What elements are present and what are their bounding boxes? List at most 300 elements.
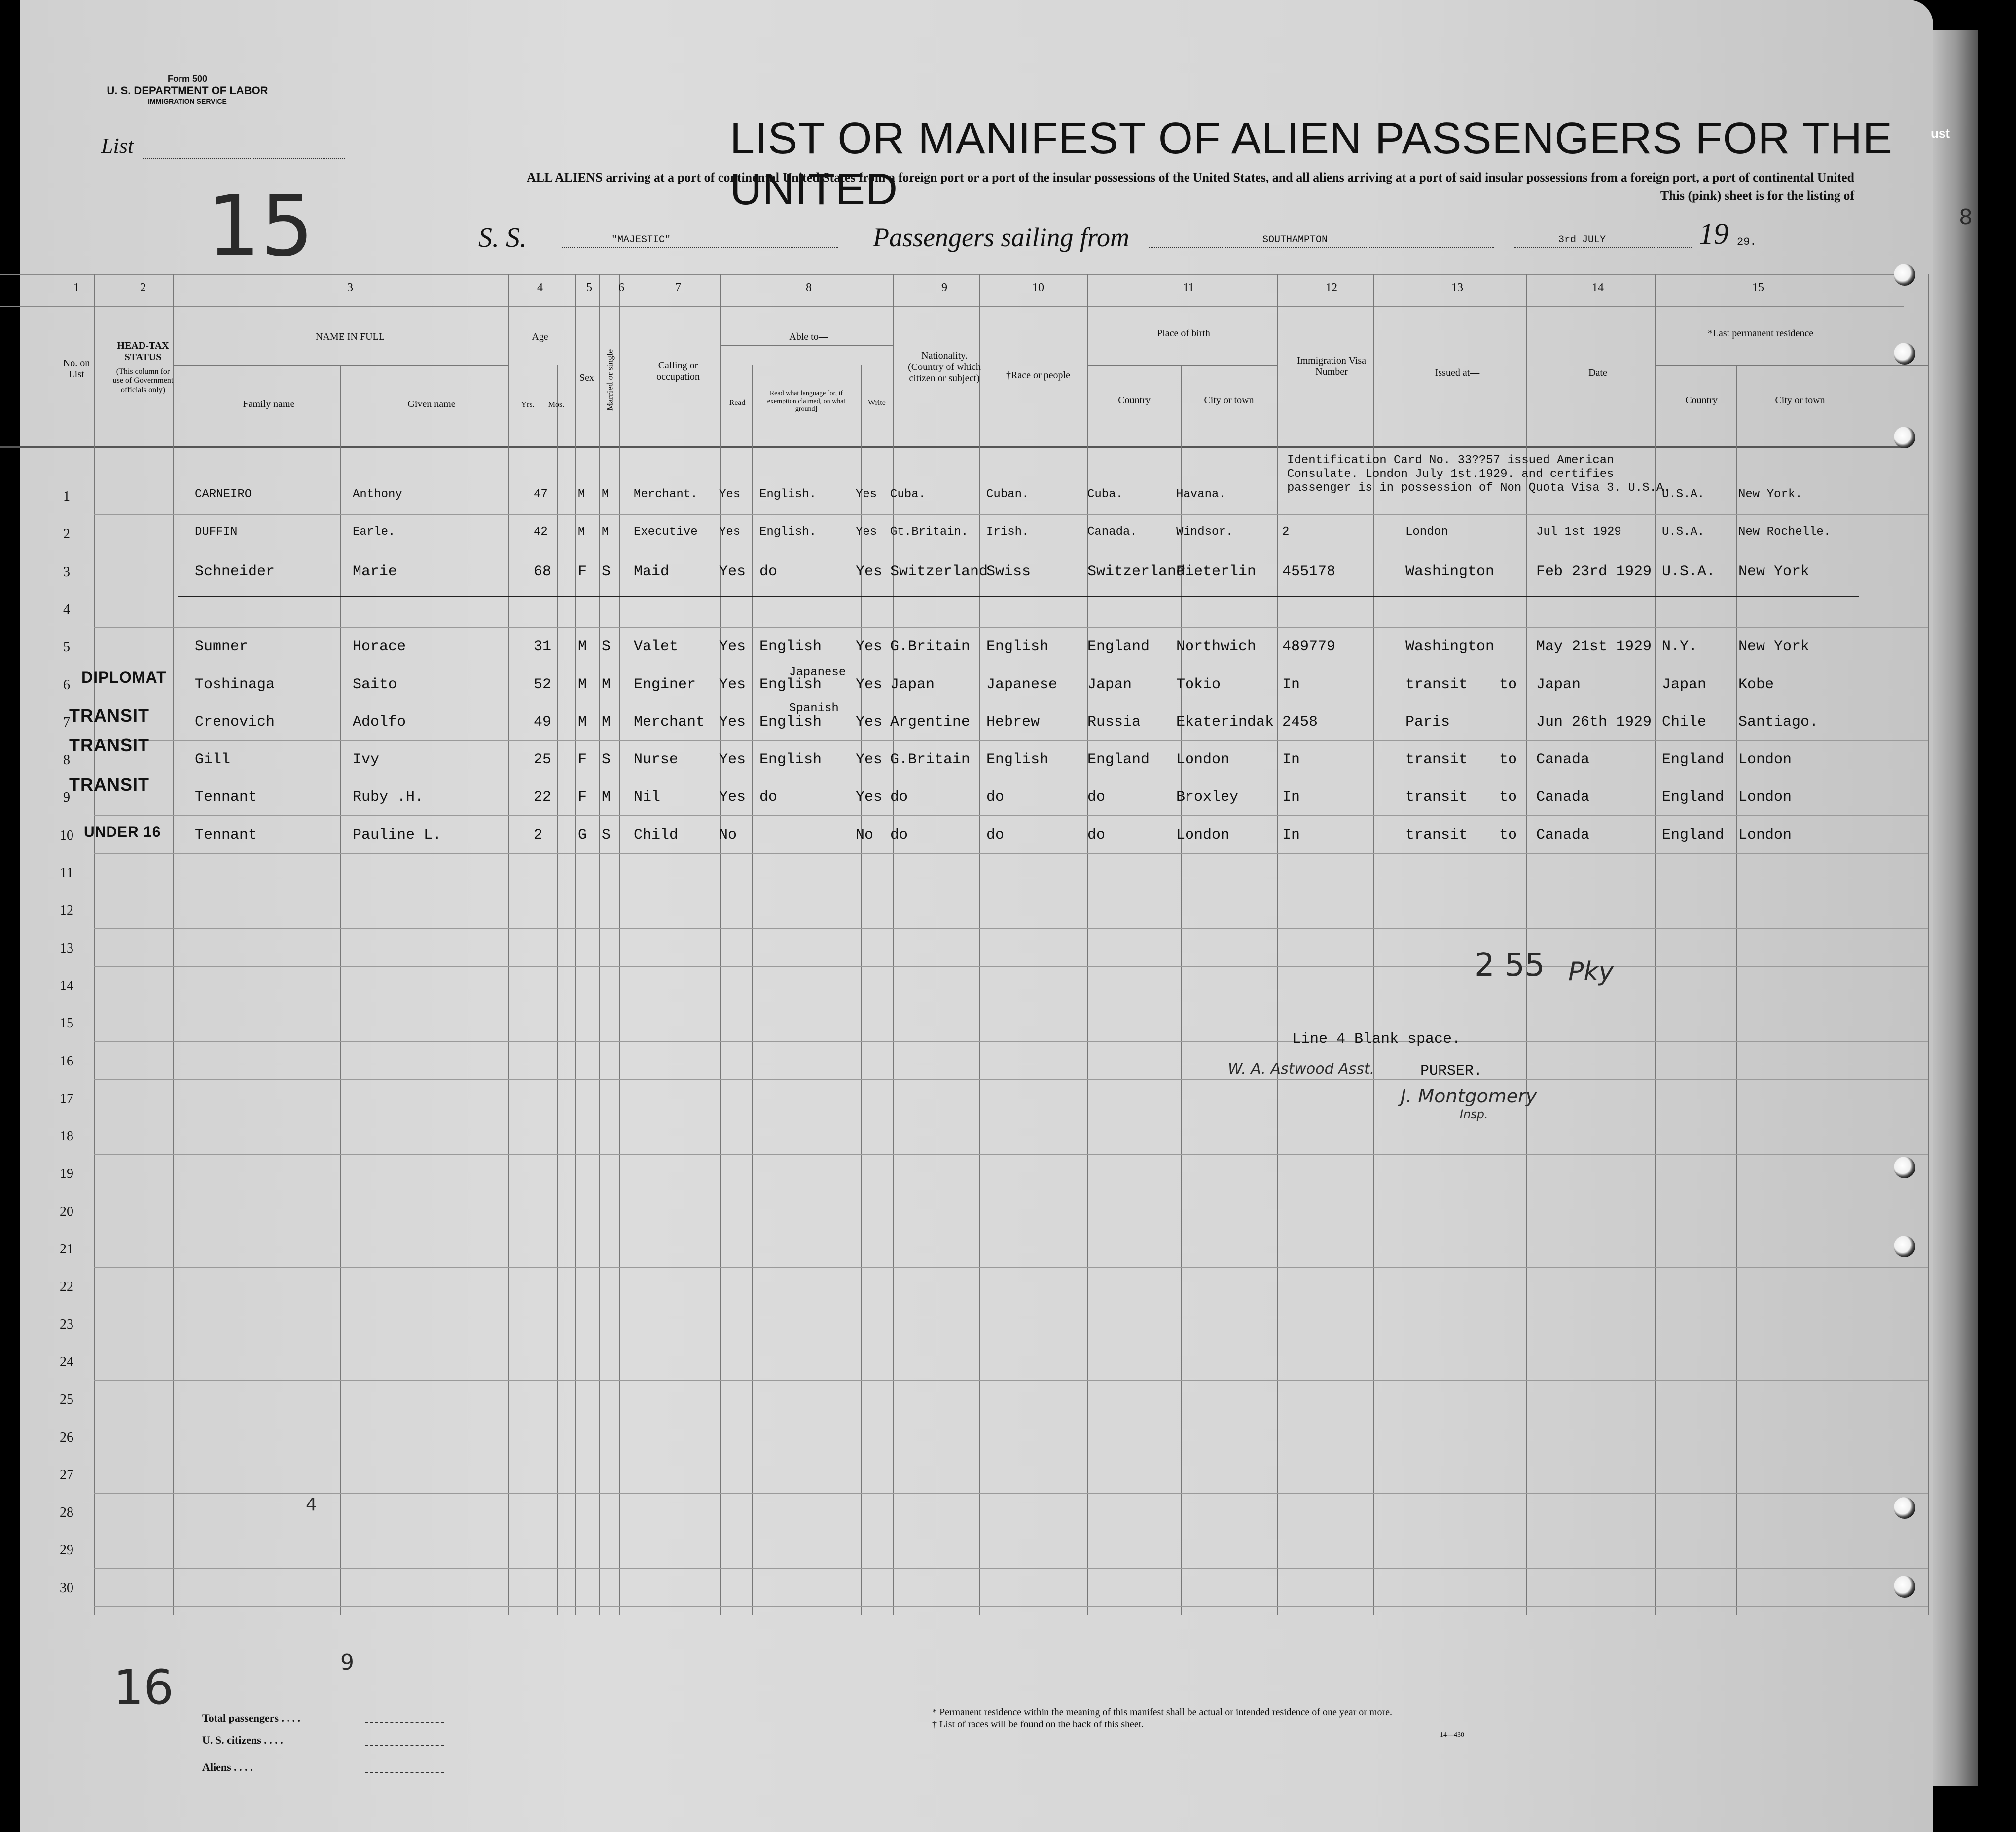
stamp-transit: TRANSIT xyxy=(69,705,149,726)
passenger-res-city: New York xyxy=(1738,563,1810,580)
page-title: LIST OR MANIFEST OF ALIEN PASSENGERS FOR THE UNITED xyxy=(730,114,1893,214)
passenger-birth-country: Cuba. xyxy=(1087,488,1123,501)
col-number: 7 xyxy=(675,281,681,294)
total-passengers-line xyxy=(365,1722,444,1723)
passenger-issued-at: transit xyxy=(1405,826,1468,843)
passenger-res-country: U.S.A. xyxy=(1662,563,1716,580)
aliens-line xyxy=(365,1772,444,1773)
punch-hole xyxy=(1894,1497,1915,1519)
passenger-visa: 2 xyxy=(1282,525,1290,539)
row-rule xyxy=(94,514,1928,515)
passenger-date: Jun 26th 1929 xyxy=(1536,713,1652,731)
passenger-birth-city: London xyxy=(1176,826,1230,843)
row-number: 20 xyxy=(60,1204,73,1219)
passenger-birth-city: Northwich xyxy=(1176,638,1257,656)
service-name: IMMIGRATION SERVICE xyxy=(148,97,227,105)
passenger-res-city: London xyxy=(1738,789,1792,806)
passenger-res-city: New York. xyxy=(1738,488,1802,501)
col-number: 3 xyxy=(347,281,353,294)
row-rule xyxy=(94,1606,1928,1607)
year-prefix: 19 xyxy=(1699,218,1728,250)
passenger-read: Yes xyxy=(719,563,746,580)
hdr-write: Write xyxy=(868,399,886,407)
hdr-date: Date xyxy=(1588,367,1607,378)
passenger-race: Japanese xyxy=(986,676,1058,693)
row1-note-line-2: Consulate. London July 1st.1929. and certifies xyxy=(1287,468,1614,481)
passenger-birth-country: Russia xyxy=(1087,713,1141,731)
passenger-language: do xyxy=(759,789,778,806)
col-number: 4 xyxy=(537,281,543,294)
page-number-mark: 8 xyxy=(1959,205,1973,230)
row-rule xyxy=(94,627,1928,628)
subtitle-line-2: This (pink) sheet is for the listing of xyxy=(1660,188,1854,203)
passenger-birth-country: do xyxy=(1087,826,1106,843)
row-rule xyxy=(94,1568,1928,1569)
passenger-sex: F xyxy=(578,789,587,806)
passenger-yrs: 25 xyxy=(534,751,552,769)
passenger-res-city: London xyxy=(1738,751,1792,769)
col-number: 11 xyxy=(1183,281,1194,294)
passenger-issued-at: transit xyxy=(1405,751,1468,769)
passenger-birth-city: Pieterlin xyxy=(1176,563,1257,580)
hdr-last-residence: *Last permanent residence xyxy=(1707,328,1814,339)
passenger-sex: M xyxy=(578,676,587,693)
passenger-read: Yes xyxy=(719,789,746,806)
subtitle-line-1: ALL ALIENS arriving at a port of continental United States from a foreign port or a port of the insular possessions of the United States, and all aliens arriving at a port of said insular possessions from a foreign port, a port of continental United xyxy=(526,170,1854,184)
row-number: 10 xyxy=(60,827,73,843)
stacked-page-edges xyxy=(1933,30,1978,1786)
passenger-nationality: Cuba. xyxy=(890,488,926,501)
purser-signature: W. A. Astwood Asst. xyxy=(1228,1061,1375,1078)
punch-hole xyxy=(1894,1236,1915,1257)
ship-line xyxy=(562,247,838,248)
passenger-sex: M xyxy=(578,525,585,539)
passenger-date: May 21st 1929 xyxy=(1536,638,1652,656)
hdr-family-name: Family name xyxy=(243,399,295,409)
row-number: 21 xyxy=(60,1242,73,1257)
year-suffix: 29. xyxy=(1737,236,1757,248)
handwritten-total: 16 xyxy=(113,1660,174,1715)
passenger-married: S xyxy=(602,638,611,656)
sailing-label: Passengers sailing from xyxy=(873,222,1130,252)
passenger-family: Schneider xyxy=(195,563,275,580)
blank-space-note: Line 4 Blank space. xyxy=(1292,1031,1461,1048)
passenger-family: Tennant xyxy=(195,826,257,843)
hdr-married-single: Married or single xyxy=(605,349,615,411)
passenger-family: Toshinaga xyxy=(195,676,275,693)
hdr-no-on-list: No. on List xyxy=(63,358,90,380)
passenger-language: English. xyxy=(759,488,817,501)
hdr-read-language: Read what language [or, if exemption claimed, on what ground] xyxy=(767,390,846,413)
passenger-married: M xyxy=(602,713,611,731)
passenger-family: DUFFIN xyxy=(195,525,238,539)
passenger-race: Cuban. xyxy=(986,488,1029,501)
row-number: 17 xyxy=(60,1091,73,1106)
col-number: 8 xyxy=(806,281,812,294)
ss-label: S. S. xyxy=(478,222,527,253)
passenger-res-country: U.S.A. xyxy=(1662,525,1705,539)
transit-to: to xyxy=(1499,826,1517,843)
hdr-age-years: Yrs. xyxy=(521,401,535,409)
passenger-given: Pauline L. xyxy=(353,826,442,843)
hdr-given-name: Given name xyxy=(407,399,456,409)
passenger-given: Adolfo xyxy=(353,713,406,731)
passenger-date: Canada xyxy=(1536,789,1590,806)
row-number: 19 xyxy=(60,1166,73,1182)
hdr-head-tax-note: (This column for use of Government officials only) xyxy=(112,367,174,394)
passenger-write: Yes xyxy=(856,488,877,501)
passenger-language: do xyxy=(759,563,778,580)
passenger-res-country: England xyxy=(1662,789,1725,806)
row-rule xyxy=(94,1267,1928,1268)
hdr-head-tax: HEAD-TAX STATUS xyxy=(117,340,169,363)
passenger-read: Yes xyxy=(719,713,746,731)
passenger-family: Crenovich xyxy=(195,713,275,731)
ship-name: "MAJESTIC" xyxy=(612,234,671,246)
passenger-issued-at: transit xyxy=(1405,789,1468,806)
passenger-yrs: 22 xyxy=(534,789,552,806)
passenger-married: S xyxy=(602,751,611,769)
row-rule xyxy=(94,966,1928,967)
row-number: 14 xyxy=(60,978,73,993)
row-rule xyxy=(94,740,1928,741)
passenger-given: Saito xyxy=(353,676,397,693)
row-number: 28 xyxy=(60,1505,73,1521)
passenger-nationality: do xyxy=(890,826,908,843)
passenger-married: S xyxy=(602,826,611,843)
handwritten-page-total: 2 55 xyxy=(1475,947,1545,984)
row-number: 9 xyxy=(63,790,70,806)
footnote-residence: * Permanent residence within the meaning of this manifest shall be actual or intended residence of one year or more. xyxy=(932,1707,1393,1718)
row-number: 6 xyxy=(63,677,70,693)
departure-port: SOUTHAMPTON xyxy=(1262,234,1328,246)
passenger-language: English xyxy=(759,676,822,693)
row-rule xyxy=(94,1493,1928,1494)
passenger-read: Yes xyxy=(719,525,741,539)
passenger-calling: Nil xyxy=(634,789,661,806)
row-number: 27 xyxy=(60,1467,73,1483)
passenger-read: No xyxy=(719,826,737,843)
passenger-given: Anthony xyxy=(353,488,402,501)
row-number: 2 xyxy=(63,526,70,542)
row-number: 5 xyxy=(63,639,70,655)
transit-to: to xyxy=(1499,676,1517,693)
side-text: ust xyxy=(1931,126,1950,141)
passenger-write: Yes xyxy=(856,713,883,731)
passenger-visa: In xyxy=(1282,826,1300,843)
passenger-nationality: G.Britain xyxy=(890,751,971,769)
passenger-res-city: Kobe xyxy=(1738,676,1774,693)
passenger-sex: F xyxy=(578,563,587,580)
stamp-transit: TRANSIT xyxy=(69,735,149,755)
passenger-date: Japan xyxy=(1536,676,1581,693)
row-rule xyxy=(94,853,1928,854)
us-citizens-line xyxy=(365,1745,444,1746)
list-line xyxy=(143,158,345,159)
row-rule xyxy=(94,1380,1928,1381)
passenger-birth-country: Japan xyxy=(1087,676,1132,693)
aliens-label: Aliens . . . . xyxy=(202,1761,253,1773)
list-label: List xyxy=(101,134,134,158)
passenger-given: Earle. xyxy=(353,525,396,539)
passenger-married: S xyxy=(602,563,611,580)
passenger-birth-country: Switzerland xyxy=(1087,563,1186,580)
hdr-sex: Sex xyxy=(579,372,594,383)
passenger-write: Yes xyxy=(856,676,883,693)
passenger-date: Feb 23rd 1929 xyxy=(1536,563,1652,580)
passenger-nationality: do xyxy=(890,789,908,806)
passenger-married: M xyxy=(602,525,609,539)
passenger-visa: 2458 xyxy=(1282,713,1318,731)
passenger-married: M xyxy=(602,789,611,806)
hdr-able-to: Able to— xyxy=(789,331,828,342)
passenger-nationality: Switzerland xyxy=(890,563,988,580)
row-rule xyxy=(94,1041,1928,1042)
row-number: 3 xyxy=(63,564,70,580)
row28-mark: 4 xyxy=(306,1495,317,1515)
row-number: 7 xyxy=(63,714,70,730)
form-header-block xyxy=(74,74,301,105)
hdr-read: Read xyxy=(729,399,746,407)
passenger-issued-at: transit xyxy=(1405,676,1468,693)
col-number: 15 xyxy=(1752,281,1764,294)
row-rule xyxy=(94,928,1928,929)
passenger-issued-at: Paris xyxy=(1405,713,1450,731)
passenger-res-country: U.S.A. xyxy=(1662,488,1705,501)
passenger-birth-city: Windsor. xyxy=(1176,525,1233,539)
passenger-write: Yes xyxy=(856,751,883,769)
passenger-race: Hebrew xyxy=(986,713,1040,731)
passenger-calling: Nurse xyxy=(634,751,679,769)
passenger-date: Canada xyxy=(1536,826,1590,843)
hdr-calling: Calling or occupation xyxy=(656,360,700,382)
row-number: 12 xyxy=(60,903,73,918)
col-number: 14 xyxy=(1592,281,1604,294)
passenger-visa: In xyxy=(1282,789,1300,806)
passenger-calling: Executive xyxy=(634,525,698,539)
transit-to: to xyxy=(1499,789,1517,806)
passenger-given: Marie xyxy=(353,563,397,580)
passenger-nationality: G.Britain xyxy=(890,638,971,656)
passenger-race: do xyxy=(986,826,1005,843)
hdr-res-country: Country xyxy=(1685,395,1718,405)
passenger-read: Yes xyxy=(719,751,746,769)
passenger-read: Yes xyxy=(719,488,741,501)
passenger-language: English xyxy=(759,638,822,656)
hdr-visa-number: Immigration Visa Number xyxy=(1296,355,1367,377)
passenger-calling: Merchant. xyxy=(634,488,698,501)
passenger-res-city: Santiago. xyxy=(1738,713,1819,731)
passenger-issued-at: Washington xyxy=(1405,563,1495,580)
passenger-birth-city: Broxley xyxy=(1176,789,1239,806)
passenger-language: English xyxy=(759,713,822,731)
passenger-birth-city: London xyxy=(1176,751,1230,769)
row-number: 1 xyxy=(63,489,70,504)
us-citizens-label: U. S. citizens . . . . xyxy=(202,1734,283,1746)
passenger-yrs: 42 xyxy=(534,525,548,539)
passenger-res-country: England xyxy=(1662,826,1725,843)
passenger-calling: Child xyxy=(634,826,679,843)
stamp-under-16: UNDER 16 xyxy=(84,824,161,840)
passenger-write: Yes xyxy=(856,563,883,580)
row-number: 18 xyxy=(60,1129,73,1144)
passenger-write: No xyxy=(856,826,874,843)
passenger-date: Canada xyxy=(1536,751,1590,769)
hdr-place-of-birth: Place of birth xyxy=(1157,328,1210,339)
passenger-race: do xyxy=(986,789,1005,806)
punch-hole xyxy=(1894,1576,1915,1598)
inspector-title: Insp. xyxy=(1460,1107,1488,1121)
stamp-diplomat: DIPLOMAT xyxy=(81,668,167,686)
row-number: 26 xyxy=(60,1429,73,1445)
passenger-language: English. xyxy=(759,525,817,539)
hdr-nationality: Nationality. (Country of which citizen or subject) xyxy=(908,350,981,384)
passenger-calling: Merchant xyxy=(634,713,705,731)
passenger-write: Yes xyxy=(856,638,883,656)
date-line xyxy=(1514,247,1692,248)
col-number: 12 xyxy=(1326,281,1337,294)
footnote-races: † List of races will be found on the back of this sheet. xyxy=(932,1719,1144,1730)
purser-label: PURSER. xyxy=(1420,1063,1483,1080)
passenger-visa: 489779 xyxy=(1282,638,1336,656)
passenger-yrs: 52 xyxy=(534,676,552,693)
passenger-sex: M xyxy=(578,488,585,501)
passenger-visa: In xyxy=(1282,751,1300,769)
inspector-signature: J. Montgomery xyxy=(1401,1085,1537,1107)
hdr-birth-city: City or town xyxy=(1204,395,1254,405)
passenger-nationality: Argentine xyxy=(890,713,971,731)
col-number: 13 xyxy=(1451,281,1463,294)
row-number: 11 xyxy=(60,865,73,880)
passenger-read: Yes xyxy=(719,676,746,693)
passenger-yrs: 49 xyxy=(534,713,552,731)
punch-hole xyxy=(1894,1157,1915,1178)
passenger-nationality: Gt.Britain. xyxy=(890,525,969,539)
row1-note-line-3: passenger is in possession of Non Quota Visa 3. U.S.A. xyxy=(1287,481,1671,495)
hdr-birth-country: Country xyxy=(1118,395,1151,405)
row-number: 23 xyxy=(60,1317,73,1332)
passenger-family: Sumner xyxy=(195,638,249,656)
passenger-res-country: England xyxy=(1662,751,1725,769)
sailing-date: 3rd JULY xyxy=(1558,234,1606,246)
row6-extra-language: Japanese xyxy=(789,666,846,679)
passenger-birth-country: do xyxy=(1087,789,1106,806)
passenger-language: English xyxy=(759,751,822,769)
passenger-sex: M xyxy=(578,713,587,731)
hdr-res-city: City or town xyxy=(1775,395,1825,405)
row7-extra-language: Spanish xyxy=(789,702,839,715)
row-rule xyxy=(94,1154,1928,1155)
form-code: 14—430 xyxy=(1440,1731,1464,1739)
passenger-given: Ruby .H. xyxy=(353,789,424,806)
row-number: 25 xyxy=(60,1392,73,1408)
passenger-birth-country: Canada. xyxy=(1087,525,1137,539)
passenger-yrs: 47 xyxy=(534,488,548,501)
passenger-sex: M xyxy=(578,638,587,656)
passenger-birth-city: Havana. xyxy=(1176,488,1226,501)
passenger-write: Yes xyxy=(856,789,883,806)
passenger-calling: Maid xyxy=(634,563,670,580)
hdr-issued-at: Issued at— xyxy=(1435,367,1480,378)
passenger-sex: F xyxy=(578,751,587,769)
col-number: 5 xyxy=(586,281,592,294)
passenger-visa: In xyxy=(1282,676,1300,693)
passenger-given: Horace xyxy=(353,638,406,656)
passenger-race: English xyxy=(986,751,1049,769)
row1-note-line-1: Identification Card No. 33??57 issued American xyxy=(1287,454,1614,467)
passenger-res-country: Japan xyxy=(1662,676,1707,693)
row-number: 24 xyxy=(60,1354,73,1370)
passenger-yrs: 31 xyxy=(534,638,552,656)
passenger-birth-city: Ekaterindak xyxy=(1176,713,1274,731)
passenger-yrs: 68 xyxy=(534,563,552,580)
passenger-sex: G xyxy=(578,826,587,843)
passenger-read: Yes xyxy=(719,638,746,656)
punch-hole xyxy=(1894,264,1915,286)
form-number: Form 500 xyxy=(167,74,208,84)
hdr-race: †Race or people xyxy=(1006,370,1070,381)
row-number: 15 xyxy=(60,1016,73,1031)
passenger-date: Jul 1st 1929 xyxy=(1536,525,1621,539)
list-number: 15 xyxy=(207,178,314,275)
passenger-race: English xyxy=(986,638,1049,656)
passenger-birth-country: England xyxy=(1087,751,1150,769)
passenger-given: Ivy xyxy=(353,751,380,769)
punch-hole xyxy=(1894,343,1915,365)
row-number: 30 xyxy=(60,1580,73,1596)
passenger-res-country: N.Y. xyxy=(1662,638,1698,656)
passenger-family: Tennant xyxy=(195,789,257,806)
department-name: U. S. DEPARTMENT OF LABOR xyxy=(107,84,268,97)
passenger-calling: Valet xyxy=(634,638,679,656)
transit-to: to xyxy=(1499,751,1517,769)
handwritten-small-total: 9 xyxy=(340,1650,354,1675)
handwritten-pky: Pky xyxy=(1568,957,1614,987)
passenger-calling: Enginer xyxy=(634,676,696,693)
passenger-nationality: Japan xyxy=(890,676,935,693)
passenger-race: Irish. xyxy=(986,525,1029,539)
passenger-issued-at: London xyxy=(1405,525,1448,539)
row-number: 8 xyxy=(63,752,70,768)
passenger-visa: 455178 xyxy=(1282,563,1336,580)
col-number: 1 xyxy=(73,281,79,294)
hdr-age: Age xyxy=(532,331,548,342)
row-rule xyxy=(94,815,1928,816)
row-number: 4 xyxy=(63,601,70,617)
col-number: 2 xyxy=(140,281,146,294)
hdr-age-months: Mos. xyxy=(548,401,565,409)
row-number: 16 xyxy=(60,1053,73,1069)
passenger-res-country: Chile xyxy=(1662,713,1707,731)
passenger-birth-country: England xyxy=(1087,638,1150,656)
passenger-family: Gill xyxy=(195,751,231,769)
passenger-write: Yes xyxy=(856,525,877,539)
passenger-yrs: 2 xyxy=(534,826,543,843)
hdr-name-in-full: NAME IN FULL xyxy=(316,331,385,342)
row-number: 29 xyxy=(60,1542,73,1558)
passenger-res-city: New York xyxy=(1738,638,1810,656)
passenger-res-city: London xyxy=(1738,826,1792,843)
stamp-transit: TRANSIT xyxy=(69,774,149,795)
passenger-married: M xyxy=(602,676,611,693)
row-rule xyxy=(94,1079,1928,1080)
row-number: 22 xyxy=(60,1279,73,1295)
passenger-family: CARNEIRO xyxy=(195,488,252,501)
col-number: 9 xyxy=(941,281,947,294)
port-line xyxy=(1149,247,1494,248)
passenger-issued-at: Washington xyxy=(1405,638,1495,656)
passenger-birth-city: Tokio xyxy=(1176,676,1221,693)
